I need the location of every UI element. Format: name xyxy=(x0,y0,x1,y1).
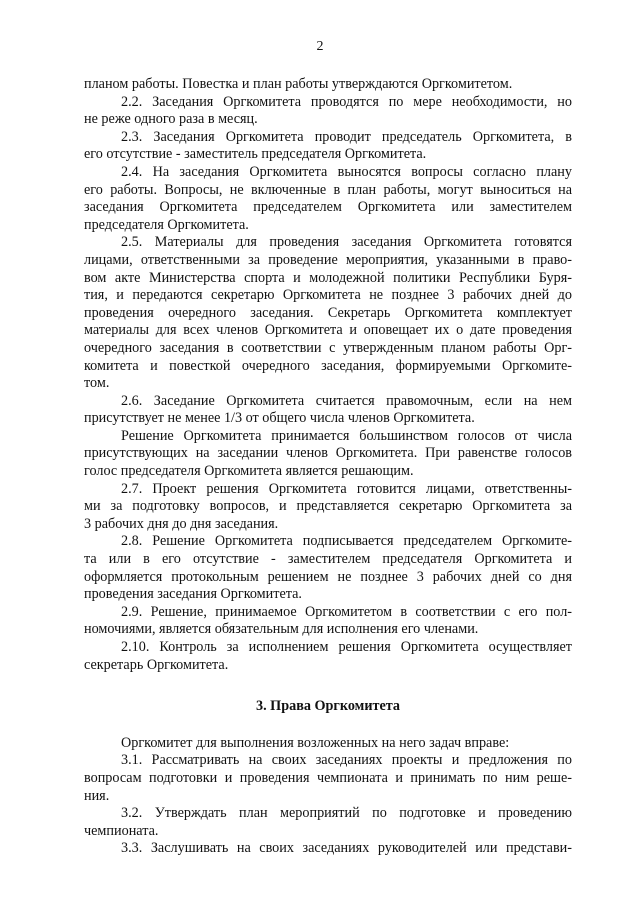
text-line: его отсутствие - заместитель председателя Оргкомитета. xyxy=(84,146,427,163)
page-number: 2 xyxy=(316,39,324,54)
text-line: 2.10. Контроль за исполнением решения Оргкомитета осуществляет xyxy=(121,639,572,655)
text-line: вом акте Министерства спорта и молодежной политики Республики Буря- xyxy=(84,269,572,286)
text-line: 2.7. Проект решения Оргкомитета готовится лицами, ответственны- xyxy=(121,480,572,497)
text-line: 2.2. Заседания Оргкомитета проводятся по мере необходимости, но xyxy=(121,93,572,110)
text-line: та или в его отсутствие - заместителем председателя Оргкомитета и xyxy=(84,551,572,568)
text-line: присутствует не менее 1/3 от общего числа членов Оргкомитета. xyxy=(84,410,475,427)
text-line: тия, и передаются секретарю Оргкомитета не позднее 3 рабочих дней до xyxy=(84,287,572,304)
text-line: ми за подготовку вопросов, и представляется секретарю Оргкомитета за xyxy=(84,498,572,515)
text-line: чемпионата. xyxy=(84,822,159,839)
document-body xyxy=(84,76,572,858)
text-line: председателя Оргкомитета. xyxy=(84,216,249,233)
text-line: лицами, ответственными за проведение мероприятия, указанными в право- xyxy=(84,251,572,268)
text-line: проведения очередного заседания. Секретарь Оргкомитета комплектует xyxy=(84,304,572,321)
text-line: том. xyxy=(84,375,110,392)
text-line: ния. xyxy=(84,787,110,804)
text-line: 2.5. Материалы для проведения заседания Оргкомитета готовятся xyxy=(121,234,572,251)
text-line: планом работы. Повестка и план работы утверждаются Оргкомитетом. xyxy=(84,76,513,92)
text-line: 2.3. Заседания Оргкомитета проводит председатель Оргкомитета, в xyxy=(121,128,572,145)
section-3-heading: 3. Права Оргкомитета xyxy=(255,698,401,715)
text-line: Оргкомитет для выполнения возложенных на него задач вправе: xyxy=(121,734,510,751)
text-line: 3 рабочих дня до дня заседания. xyxy=(84,515,279,532)
section-3-text xyxy=(84,735,572,858)
text-line: 3.3. Заслушивать на своих заседаниях руководителей или представи- xyxy=(121,840,572,857)
text-line: Решение Оргкомитета принимается большинством голосов от числа xyxy=(121,427,572,444)
text-line: комитета и повесткой очередного заседания, формируемыми Оргкомите- xyxy=(84,357,572,374)
text-line: проведения заседания Оргкомитета. xyxy=(84,586,302,603)
text-line: 3.2. Утверждать план мероприятий по подготовке и проведению xyxy=(121,805,572,822)
text-line: 2.8. Решение Оргкомитета подписывается председателем Оргкомите- xyxy=(121,533,572,550)
section-2-text xyxy=(84,76,572,674)
text-line: 2.6. Заседание Оргкомитета считается правомочным, если на нем xyxy=(121,392,572,409)
text-line: заседания Оргкомитета председателем Оргкомитета или заместителем xyxy=(84,199,572,216)
text-line: не реже одного раза в месяц. xyxy=(84,111,258,128)
text-line: номочиями, является обязательным для исполнения его членами. xyxy=(84,621,479,638)
text-line: 2.9. Решение, принимаемое Оргкомитетом в соответствии с его пол- xyxy=(121,603,572,620)
text-line: секретарь Оргкомитета. xyxy=(84,656,229,673)
text-line: оформляется протокольным решением не позднее 3 рабочих дней со дня xyxy=(84,568,572,585)
text-line: его работы. Вопросы, не включенные в план работы, могут выноситься на xyxy=(84,181,572,198)
text-line: голос председателя Оргкомитета является решающим. xyxy=(84,463,414,480)
text-line: 3.1. Рассматривать на своих заседаниях проекты и предложения по xyxy=(121,752,572,769)
text-line: 2.4. На заседания Оргкомитета выносятся вопросы согласно плану xyxy=(121,163,572,180)
text-line: материалы для всех членов Оргкомитета и оповещает их о дате проведения xyxy=(84,322,572,339)
text-line: присутствующих на заседании членов Оргкомитета. При равенстве голосов xyxy=(84,445,572,462)
text-line: очередного заседания в соответствии с утвержденным планом работы Орг- xyxy=(84,339,572,356)
text-line: вопросам подготовки и проведения чемпионата и принимать по ним реше- xyxy=(84,769,572,786)
